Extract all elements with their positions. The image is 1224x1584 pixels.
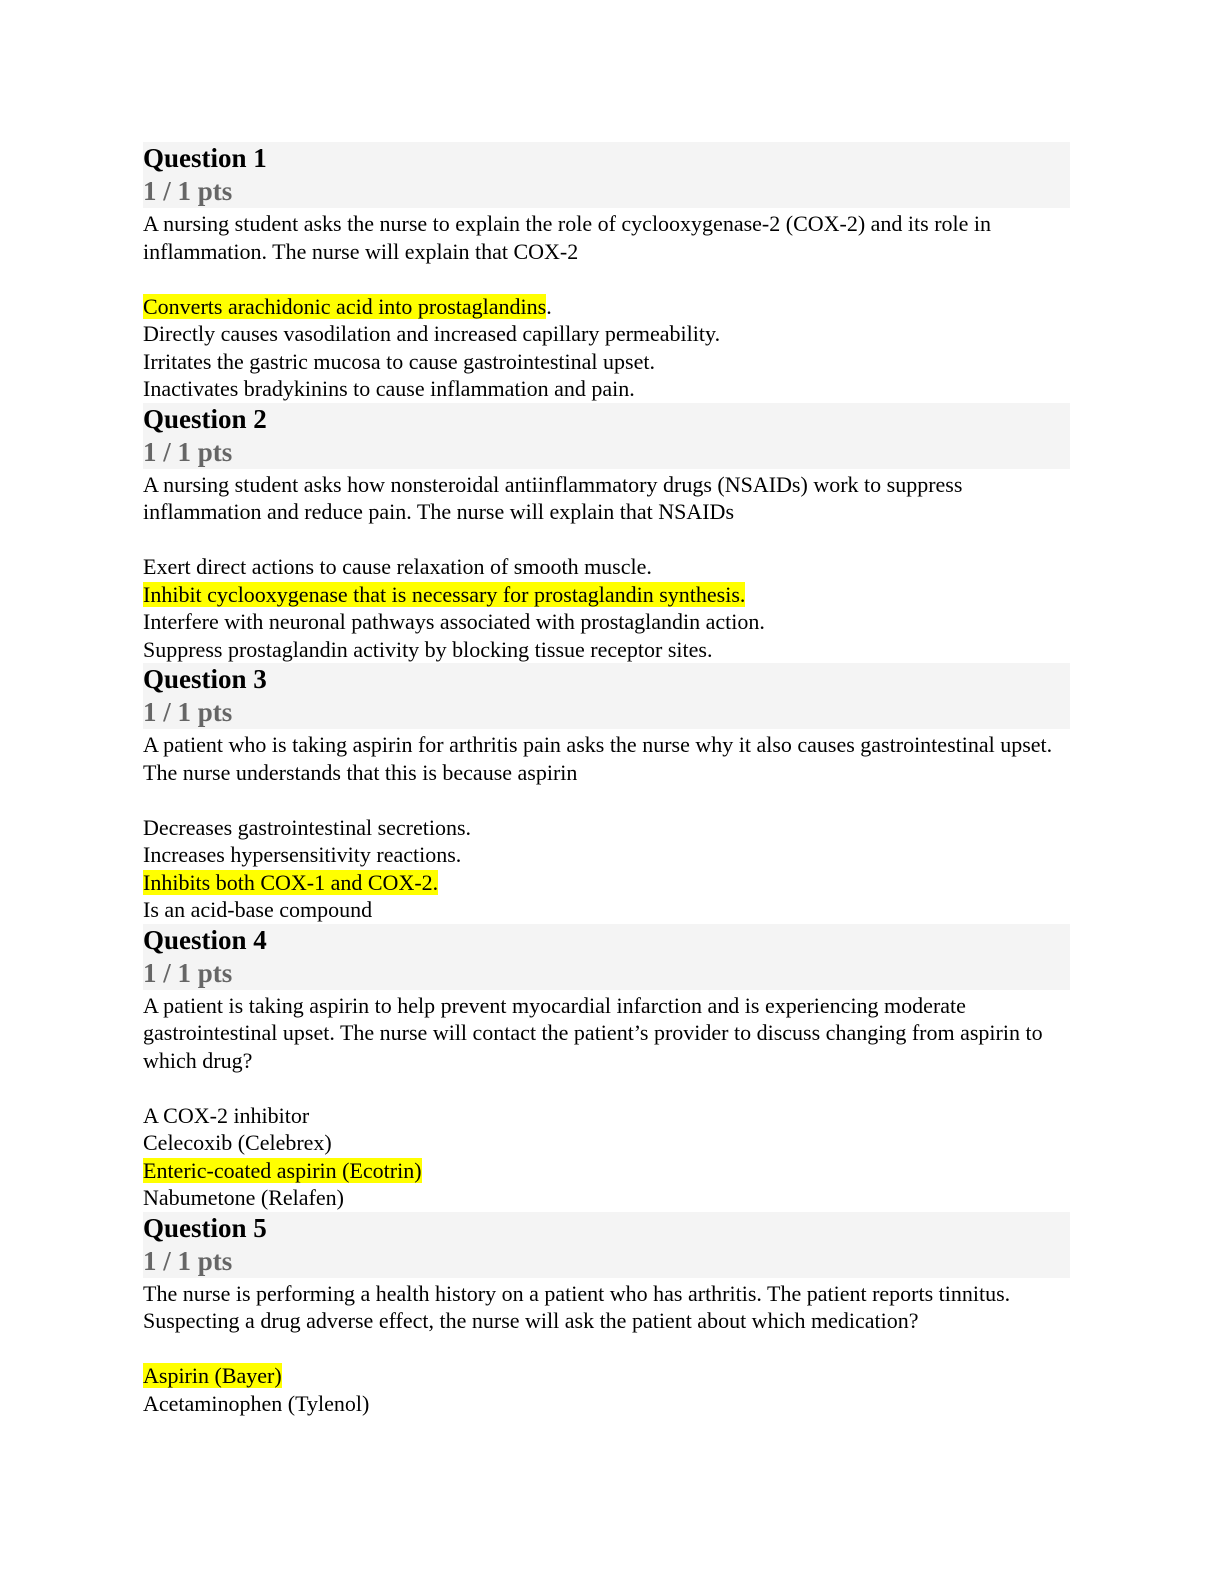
question-header: [143, 1212, 1070, 1278]
spacer: [143, 265, 1070, 293]
spacer: [143, 526, 1070, 554]
answer-option: A COX-2 inhibitor: [143, 1102, 310, 1128]
answer-option: Decreases gastrointestinal secretions.: [143, 814, 472, 840]
question-block: [143, 924, 1070, 1212]
answer-option: [143, 869, 1070, 897]
answer-option: Suppress prostaglandin activity by blocking tissue receptor sites.: [143, 636, 713, 662]
answer-option: Irritates the gastric mucosa to cause gastrointestinal upset.: [143, 348, 655, 374]
question-header: [143, 403, 1070, 469]
question-header: [143, 924, 1070, 990]
answer-option: Interfere with neuronal pathways associated with prostaglandin action.: [143, 609, 765, 634]
question-points: 1 / 1 pts: [143, 697, 233, 727]
answer-highlight: Inhibit cyclooxygenase that is necessary for prostaglandin synthesis.: [143, 581, 746, 607]
answer-option: Celecoxib (Celebrex): [143, 1130, 332, 1155]
answer-option: [143, 1362, 1070, 1390]
answer-option: Acetaminophen (Tylenol): [143, 1390, 370, 1416]
spacer: [143, 1335, 1070, 1363]
answer-option: [143, 293, 1070, 321]
question-stem: A nursing student asks the nurse to explain the role of cyclooxygenase-2 (COX-2) and its role in inflammation. The nurse will explain that COX-2: [143, 211, 992, 264]
answer-option: Inactivates bradykinins to cause inflammation and pain.: [143, 376, 635, 401]
answer-suffix: .: [546, 293, 552, 319]
answer-option: [143, 1157, 1070, 1185]
quiz-document: [143, 142, 1070, 1417]
answer-option: [143, 581, 1070, 609]
question-points: 1 / 1 pts: [143, 1245, 233, 1276]
question-stem: A patient is taking aspirin to help prevent myocardial infarction and is experiencing moderate gastrointestinal upset. The nurse will contact the patient’s provider to discuss changing from aspirin to which drug?: [143, 992, 1043, 1073]
answer-highlight: Aspirin (Bayer): [143, 1363, 282, 1388]
question-title: Question 4: [143, 924, 267, 955]
question-title: Question 5: [143, 1212, 267, 1243]
answer-highlight: Enteric-coated aspirin (Ecotrin): [143, 1157, 422, 1183]
question-title: Question 2: [143, 403, 267, 434]
question-block: [143, 142, 1070, 403]
question-block: [143, 1212, 1070, 1418]
question-body: [143, 729, 1070, 924]
question-body: [143, 1278, 1070, 1418]
question-stem: A nursing student asks how nonsteroidal antiinflammatory drugs (NSAIDs) work to suppress inflammation and reduce pain. The nurse will explain that NSAIDs: [143, 471, 963, 524]
question-stem: A patient who is taking aspirin for arthritis pain asks the nurse why it also causes gastrointestinal upset. The nurse understands that this is because aspirin: [143, 732, 1053, 785]
question-body: [143, 469, 1070, 664]
answer-option: Increases hypersensitivity reactions.: [143, 842, 462, 867]
question-points: 1 / 1 pts: [143, 436, 233, 467]
question-title: Question 1: [143, 143, 267, 173]
question-block: [143, 663, 1070, 924]
answer-highlight: Converts arachidonic acid into prostaglandins: [143, 293, 547, 319]
question-body: [143, 990, 1070, 1212]
question-header: [143, 142, 1070, 208]
question-points: 1 / 1 pts: [143, 957, 233, 988]
question-stem: The nurse is performing a health history on a patient who has arthritis. The patient reports tinnitus. Suspecting a drug adverse effect, the nurse will ask the patient about which medication?: [143, 1280, 1011, 1333]
answer-option: Nabumetone (Relafen): [143, 1185, 344, 1210]
answer-option: Directly causes vasodilation and increased capillary permeability.: [143, 321, 721, 346]
answer-option: Exert direct actions to cause relaxation of smooth muscle.: [143, 554, 652, 579]
answer-option: Is an acid-base compound: [143, 897, 373, 922]
question-header: [143, 663, 1070, 729]
spacer: [143, 786, 1070, 814]
question-body: [143, 208, 1070, 403]
question-title: Question 3: [143, 664, 267, 694]
answer-highlight: Inhibits both COX-1 and COX-2.: [143, 869, 439, 895]
spacer: [143, 1074, 1070, 1102]
question-block: [143, 403, 1070, 664]
question-points: 1 / 1 pts: [143, 176, 233, 206]
